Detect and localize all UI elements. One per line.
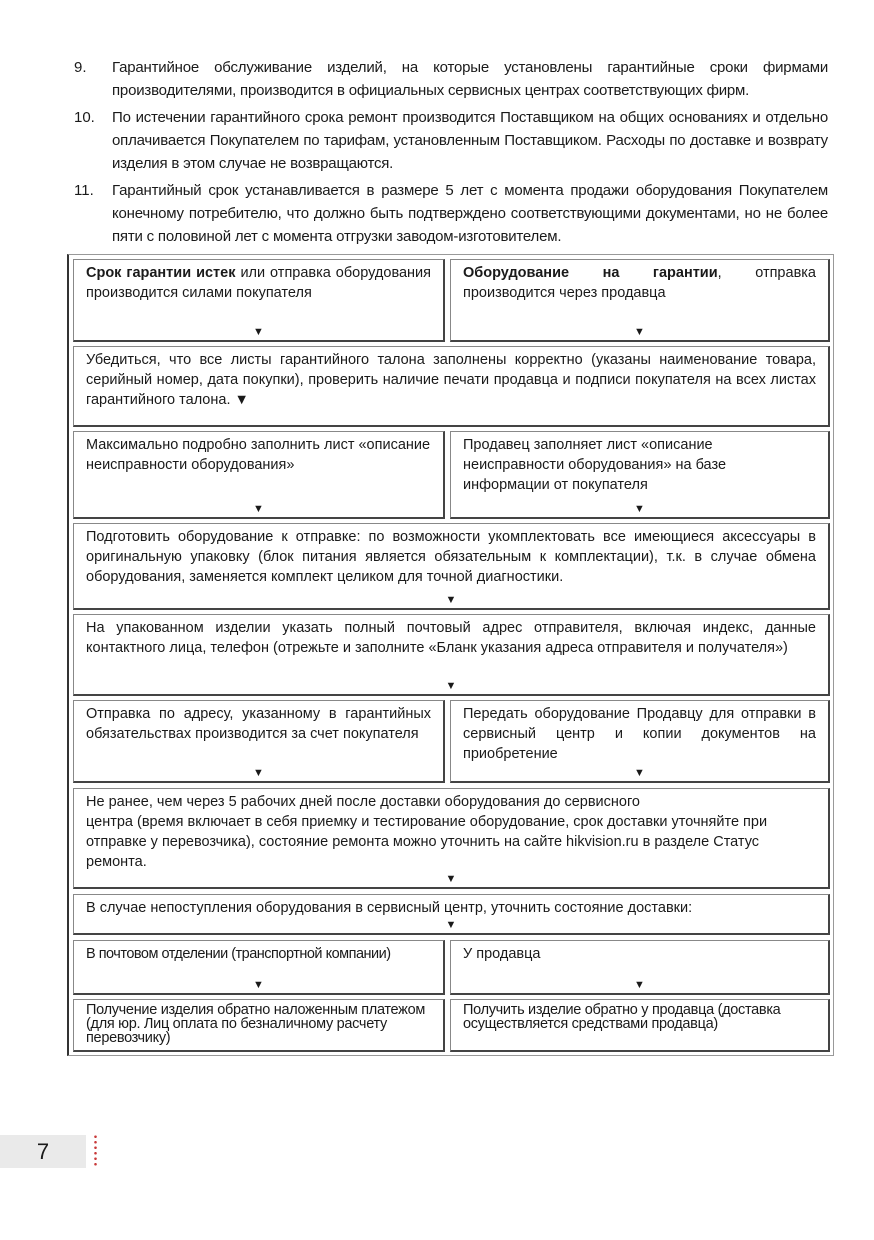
flow-box-seller-fills-description <box>450 431 830 519</box>
list-item-number: 11. <box>74 182 94 199</box>
flow-box-text: или отправка оборудования производится силами покупателя <box>86 265 432 301</box>
flow-box-hand-to-seller <box>450 700 830 783</box>
page-number: 7 <box>0 1135 86 1168</box>
flow-box-ship-by-address <box>73 700 445 783</box>
warranty-terms-list <box>74 56 828 252</box>
flow-box-text: У продавца <box>463 946 541 962</box>
flow-box-text: , отправка производится через продавца <box>463 265 816 301</box>
flow-box-text: центра (время включает в себя приемку и тестирование оборудование, срок доставки уточняйте при отправке у перевозчика), состояние ремонта можно уточнить на сайте hikvision.ru в разделе Статус ремонта. <box>86 814 768 870</box>
flow-box-post-office <box>73 940 445 995</box>
flow-box-text: На упакованном изделии указать полный почтовый адрес отправителя, включая индекс, данные контактного лица, телефон (отрежьте и заполните «Бланк указания адреса отправителя и получателя») <box>86 620 816 656</box>
flow-box-text: В случае непоступления оборудования в сервисный центр, уточнить состояние доставки: <box>86 900 693 916</box>
flow-box-text: Максимально подробно заполнить лист «описание неисправности оборудования» <box>86 437 431 473</box>
flow-box-text: Передать оборудование Продавцу для отправки в сервисный центр и копии документов на приобретение <box>463 706 816 762</box>
list-item-text: По истечении гарантийного срока ремонт производится Поставщиком на общих основаниях и отдельно оплачивается Покупателем по тарифам, установленным Поставщиком. Расходы по доставке и возврату изделия в этом случае не возвращаются. <box>112 109 828 172</box>
flow-box-warranty-expired <box>73 259 445 342</box>
flow-box-prepare-equipment <box>73 523 830 610</box>
flow-box-check-warranty-card <box>73 346 830 427</box>
arrow-down-icon: ▼ <box>634 767 645 779</box>
arrow-down-icon: ▼ <box>634 503 645 515</box>
flow-box-text: Отправка по адресу, указанному в гарантийных обязательствах производится за счет покупателя <box>86 706 431 742</box>
arrow-down-icon: ▼ <box>445 873 457 885</box>
list-item-number: 9. <box>74 59 87 76</box>
arrow-down-icon: ▼ <box>253 979 264 991</box>
flow-box-sender-address <box>73 614 830 696</box>
flow-box-text: Подготовить оборудование к отправке: по возможности укомплектовать все имеющиеся аксессуары в оригинальную упаковку (блок питания является обязательным к комплектации), т.к. в случае обмена оборудования, заменяется комплект целиком для точной диагностики. <box>86 529 816 585</box>
list-item-number: 10. <box>74 109 95 126</box>
flow-box-text: Продавец заполняет лист «описание неисправности оборудования» на базе информации от покупателя <box>463 437 727 493</box>
dotted-divider <box>94 1134 97 1168</box>
arrow-down-icon: ▼ <box>253 503 264 515</box>
flow-box-at-seller <box>450 940 830 995</box>
arrow-down-icon: ▼ <box>445 919 457 931</box>
arrow-down-icon: ▼ <box>253 767 264 779</box>
flow-box-text: Убедиться, что все листы гарантийного талона заполнены корректно (указаны наименование товара, серийный номер, дата покупки), проверить наличие печати продавца и подписи покупателя на всех листах гарантийного талона. ▼ <box>86 352 816 408</box>
flow-box-text: В почтовом отделении (транспортной компании) <box>86 946 391 962</box>
flow-box-under-warranty <box>450 259 830 342</box>
arrow-down-icon: ▼ <box>253 326 264 338</box>
list-item-text: Гарантийный срок устанавливается в размере 5 лет с момента продажи оборудования Покупателем конечному потребителю, что должно быть подтверждено соответствующими документами, но не более пяти с половиной лет с момента отгрузки заводом-изготовителем. <box>112 182 828 245</box>
flow-box-repair-status <box>73 788 830 889</box>
flow-box-text-line1: Не ранее, чем через 5 рабочих дней после доставки оборудования до сервисного <box>86 794 640 810</box>
flow-box-text: Получение изделия обратно наложенным платежом (для юр. Лиц оплата по безналичному расчету перевозчику) <box>86 1002 425 1046</box>
list-item <box>74 179 828 248</box>
list-item <box>74 56 828 102</box>
arrow-down-icon: ▼ <box>445 680 457 692</box>
arrow-down-icon: ▼ <box>634 326 645 338</box>
arrow-down-icon: ▼ <box>445 594 457 606</box>
list-item-text: Гарантийное обслуживание изделий, на которые установлены гарантийные сроки фирмами производителями, производится в официальных сервисных центрах соответствующих фирм. <box>112 59 828 99</box>
list-item <box>74 106 828 175</box>
flow-box-delivery-not-received <box>73 894 830 935</box>
arrow-down-icon: ▼ <box>634 979 645 991</box>
flow-box-bold: Оборудование на гарантии <box>463 265 718 281</box>
flow-box-bold: Срок гарантии истек <box>86 265 236 281</box>
flow-box-fill-fault-description <box>73 431 445 519</box>
flow-box-receive-from-seller <box>450 999 830 1052</box>
flow-box-cash-on-delivery <box>73 999 445 1052</box>
flow-box-text: Получить изделие обратно у продавца (доставка осуществляется средствами продавца) <box>463 1002 781 1032</box>
